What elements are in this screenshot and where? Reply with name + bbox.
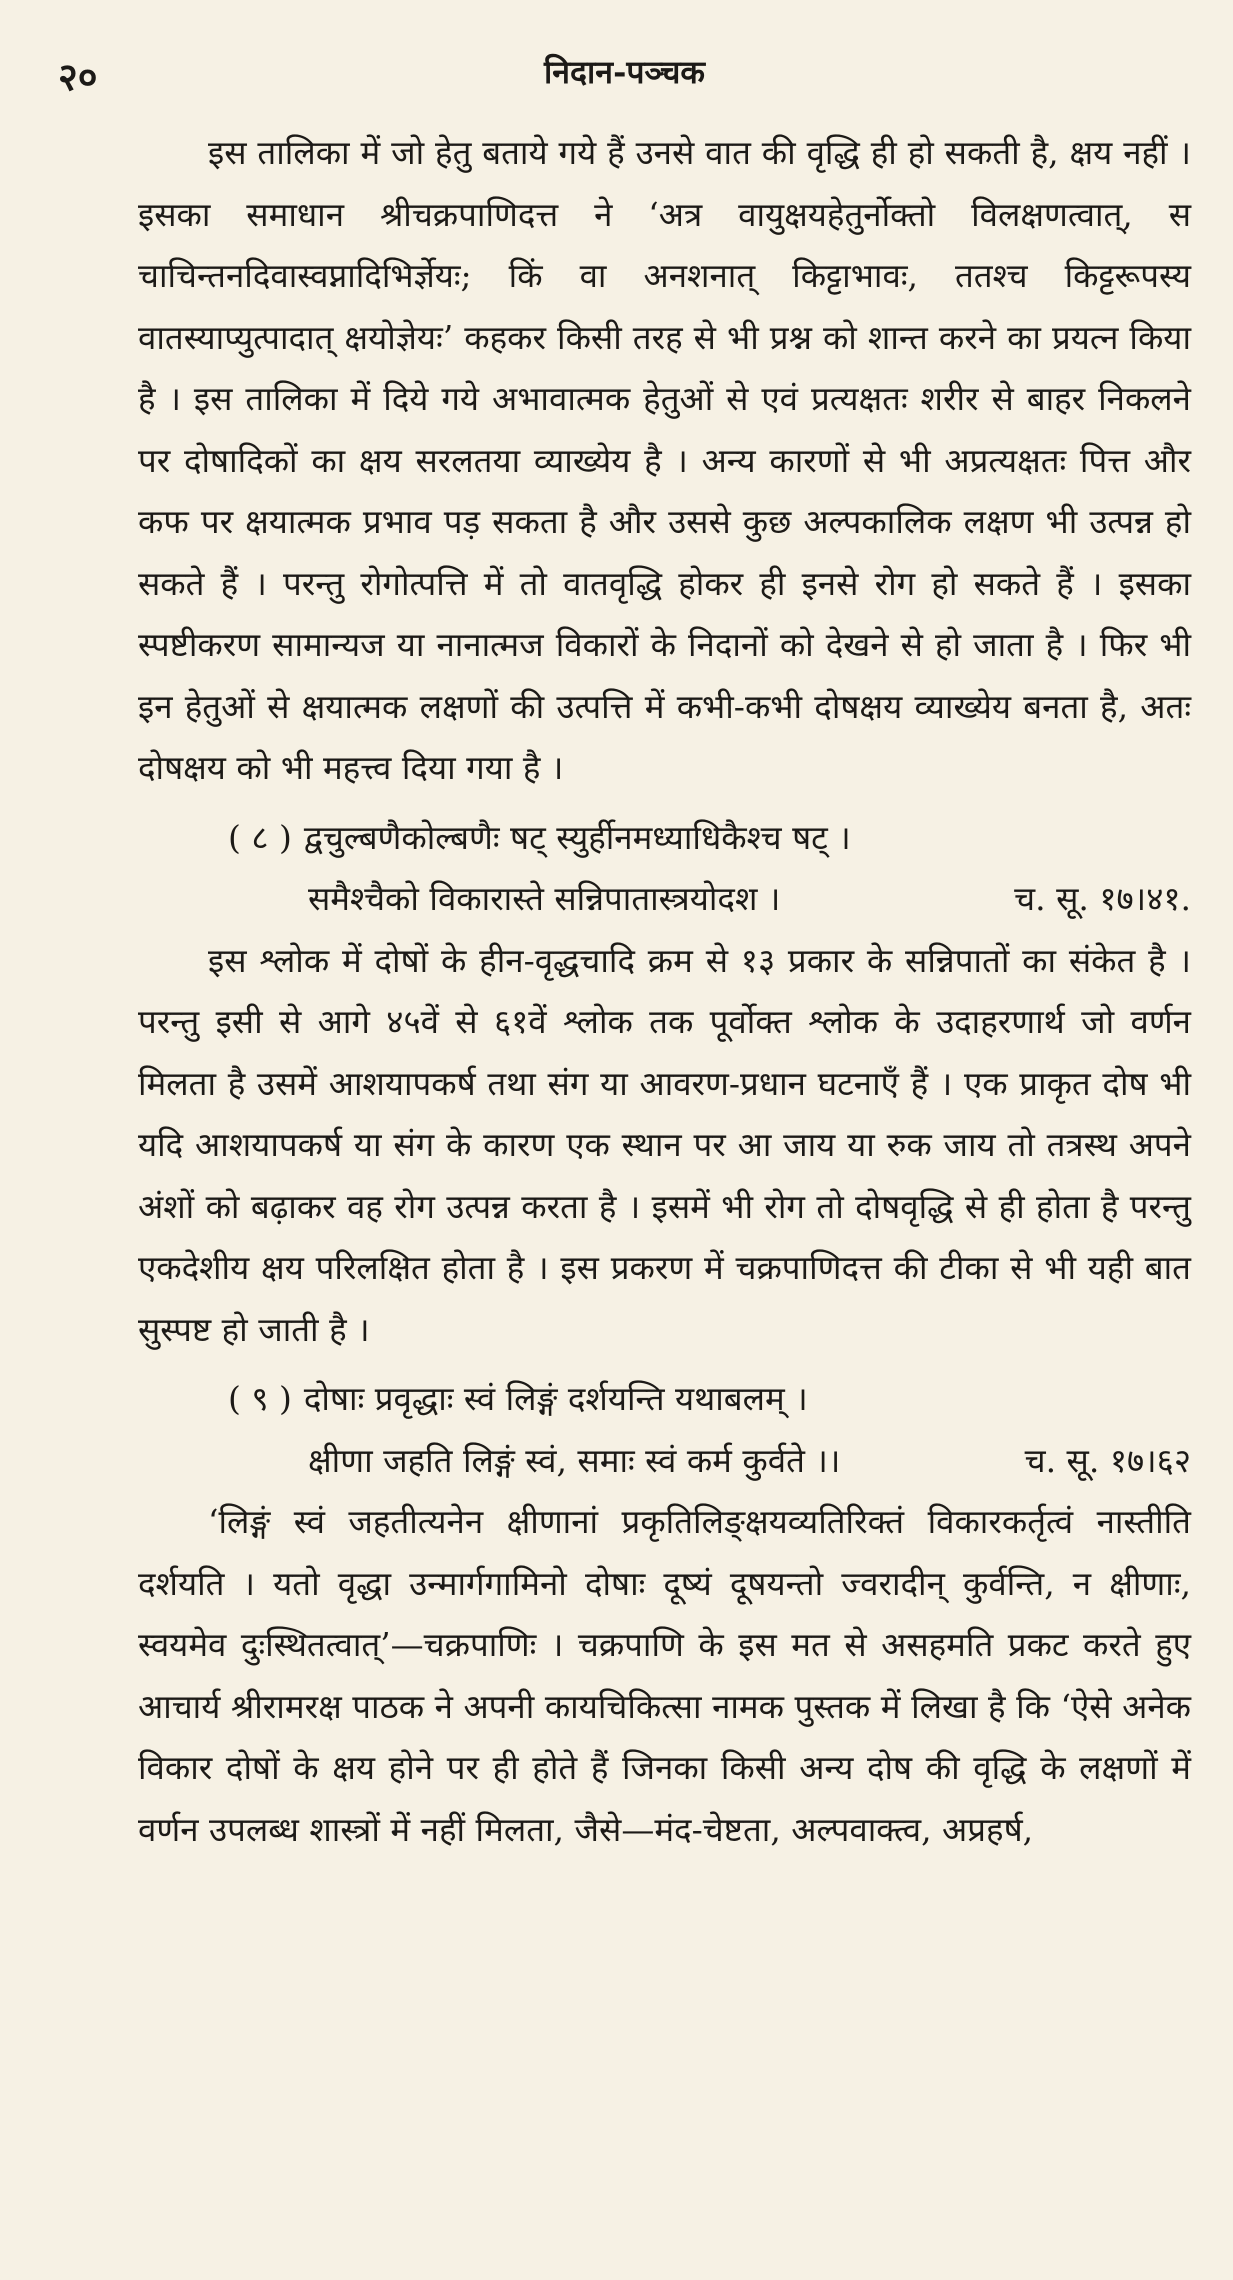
verse-9-line-1 [138,1368,1191,1430]
running-title: निदान-पञ्चक [543,53,706,91]
verse-text: द्वचुल्बणैकोल्बणैः षट् स्युर्हीनमध्याधिकैश्च षट् । [303,817,851,857]
paragraph-3: ‘लिङ्गं स्वं जहतीत्यनेन क्षीणानां प्रकृतिलिङ्क्षयव्यतिरिक्तं विकारकर्तृत्वं नास्तीति दर्शयति । यतो वृद्धा उन्मार्गगामिनो दोषाः दूष्यं दूषयन्तो ज्वरादीन् कुर्वन्ति, न क्षीणाः, स्वयमेव दुःस्थितत्वात्’—चक्रपाणिः । चक्रपाणि के इस मत से असहमति प्रकट करते हुए आचार्य श्रीरामरक्ष पाठक ने अपनी कायचिकित्सा नामक पुस्तक में लिखा है कि ‘ऐसे अनेक विकार दोषों के क्षय होने पर ही होते हैं जिनका किसी अन्य दोष की वृद्धि के लक्षणों में वर्णन उपलब्ध शास्त्रों में नहीं मिलता, जैसे—मंद-चेष्टता, अल्पवाक्त्व, अप्रहर्ष, [138,1502,1191,1849]
verse-8-line-2 [138,868,1191,930]
verse-9-line-2 [138,1430,1191,1492]
verse-8 [138,807,1191,930]
verse-reference: च. सू. १७।६२ [1024,1440,1191,1480]
paragraph-1: इस तालिका में जो हेतु बताये गये हैं उनसे वात की वृद्धि ही हो सकती है, क्षय नहीं । इसका समाधान श्रीचक्रपाणिदत्त ने ‘अत्र वायुक्षयहेतुर्नोक्तो विलक्षणत्वात्, स चाचिन्तनदिवास्वप्नादिभिर्ज्ञेयः; किं वा अनशनात् किट्टाभावः, ततश्च किट्टरूपस्य वातस्याप्युत्पादात् क्षयोज्ञेयः’ कहकर किसी तरह से भी प्रश्न को शान्त करने का प्रयत्न किया है । इस तालिका में दिये गये अभावात्मक हेतुओं से एवं प्रत्यक्षतः शरीर से बाहर निकलने पर दोषादिकों का क्षय सरलतया व्याख्येय है । अन्य कारणों से भी अप्रत्यक्षतः पित्त और कफ पर क्षयात्मक प्रभाव पड़ सकता है और उससे कुछ अल्पकालिक लक्षण भी उत्पन्न हो सकते हैं । परन्तु रोगोत्पत्ति में तो वातवृद्धि होकर ही इनसे रोग हो सकते हैं । इसका स्पष्टीकरण सामान्यज या नानात्मज विकारों के निदानों को देखने से हो जाता है । फिर भी इन हेतुओं से क्षयात्मक लक्षणों की उत्पत्ति में कभी-कभी दोषक्षय व्याख्येय बनता है, अतः दोषक्षय को भी महत्त्व दिया गया है । [138,133,1191,787]
verse-text: दोषाः प्रवृद्धाः स्वं लिङ्गं दर्शयन्ति यथाबलम् । [303,1379,808,1418]
verse-9 [138,1368,1191,1491]
verse-number: ( ८ ) [228,817,292,857]
verse-text: क्षीणा जहति लिङ्गं स्वं, समाः स्वं कर्म कुर्वते ।। [308,1440,841,1480]
verse-number: ( ९ ) [228,1379,292,1418]
verse-reference: च. सू. १७।४१. [1014,879,1191,918]
page-header [58,38,1191,122]
verse-text: समैश्चैको विकारास्ते सन्निपातास्त्रयोदश । [308,879,781,918]
paragraph-2: इस श्लोक में दोषों के हीन-वृद्धचादि क्रम से १३ प्रकार के सन्निपातों का संकेत है । परन्तु इसी से आगे ४५वें से ६१वें श्लोक तक पूर्वोक्त श्लोक के उदाहरणार्थ जो वर्णन मिलता है उसमें आशयापकर्ष तथा संग या आवरण-प्रधान घटनाएँ हैं । एक प्राकृत दोष भी यदि आशयापकर्ष या संग के कारण एक स्थान पर आ जाय या रुक जाय तो तत्रस्थ अपने अंशों को बढ़ाकर वह रोग उत्पन्न करता है । इसमें भी रोग तो दोषवृद्धि से ही होता है परन्तु एकदेशीय क्षय परिलक्षित होता है । इस प्रकरण में चक्रपाणिदत्त की टीका से भी यही बात सुस्पष्ट हो जाती है । [138,940,1191,1349]
page-number: २० [58,54,98,99]
verse-8-line-1 [138,807,1191,869]
